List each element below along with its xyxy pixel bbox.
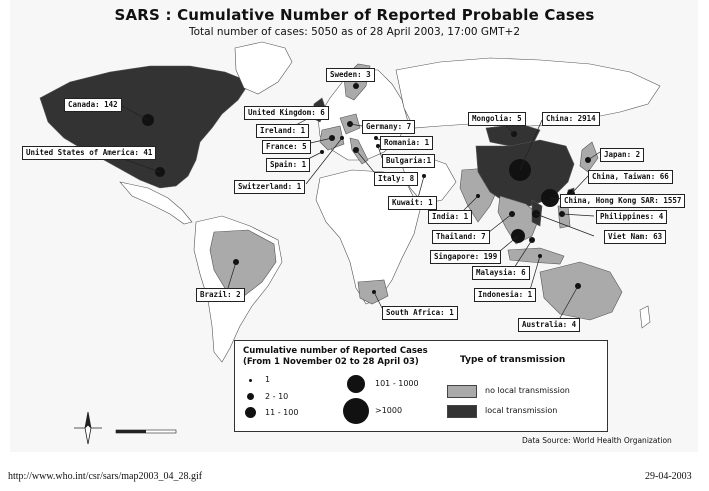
legend-dot-1	[249, 379, 252, 382]
country-label-taiwan: China, Taiwan: 66	[588, 170, 673, 184]
country-label-viet-nam: Viet Nam: 63	[604, 230, 666, 244]
legend-type-local: local transmission	[485, 406, 558, 415]
country-label-sweden: Sweden: 3	[326, 68, 375, 82]
country-label-australia: Australia: 4	[518, 318, 580, 332]
legend-dot-2	[247, 393, 254, 400]
country-label-thailand: Thailand: 7	[432, 230, 490, 244]
footer-url: http://www.who.int/csr/sars/map2003_04_28.gif	[8, 471, 203, 482]
legend-size-title-line2: (From 1 November 02 to 28 April 03)	[243, 357, 419, 367]
country-label-usa: United States of America: 41	[22, 146, 156, 160]
data-source: Data Source: World Health Organization	[522, 436, 672, 445]
central-america-landmass	[120, 182, 192, 224]
country-label-india: India: 1	[428, 210, 472, 224]
map-title: SARS : Cumulative Number of Reported Probable Cases	[114, 6, 595, 24]
country-label-ireland: Ireland: 1	[256, 124, 309, 138]
map-legend	[234, 340, 608, 432]
country-label-south-africa: South Africa: 1	[382, 306, 458, 320]
country-label-romania: Romania: 1	[380, 136, 433, 150]
country-label-brazil: Brazil: 2	[196, 288, 245, 302]
country-label-switzerland: Switzerland: 1	[234, 180, 305, 194]
country-label-china: China: 2914	[542, 112, 600, 126]
russia-landmass	[396, 58, 660, 128]
country-label-indonesia: Indonesia: 1	[474, 288, 536, 302]
legend-swatch-no-local	[447, 385, 477, 398]
scale-bar	[116, 430, 176, 433]
legend-swatch-local	[447, 405, 477, 418]
legend-size-5: >1000	[375, 406, 403, 415]
indonesia-landmass	[508, 248, 564, 264]
legend-type-title: Type of transmission	[460, 355, 566, 365]
legend-size-2: 2 - 10	[265, 392, 289, 401]
legend-dot-4	[347, 375, 365, 393]
country-label-malaysia: Malaysia: 6	[472, 266, 530, 280]
country-label-uk: United Kingdom: 6	[244, 106, 329, 120]
legend-size-4: 101 - 1000	[375, 379, 419, 388]
legend-type-no-local: no local transmission	[485, 386, 570, 395]
legend-size-title-line1: Cumulative number of Reported Cases	[243, 346, 428, 356]
compass-rose-icon	[74, 412, 102, 444]
japan-landmass	[580, 142, 598, 172]
country-label-singapore: Singapore: 199	[430, 250, 501, 264]
country-label-germany: Germany: 7	[362, 120, 415, 134]
country-label-philippines: Philippines: 4	[596, 210, 667, 224]
new-zealand-landmass	[640, 306, 650, 328]
legend-dot-5	[343, 398, 369, 424]
country-label-mongolia: Mongolia: 5	[468, 112, 526, 126]
country-label-canada: Canada: 142	[64, 98, 122, 112]
country-label-japan: Japan: 2	[600, 148, 644, 162]
legend-size-1: 1	[265, 375, 271, 384]
north-america-landmass	[40, 66, 250, 188]
country-label-spain: Spain: 1	[266, 158, 310, 172]
australia-landmass	[540, 262, 622, 320]
legend-dot-3	[245, 407, 256, 418]
country-label-france: France: 5	[262, 140, 311, 154]
country-label-hong-kong: China, Hong Kong SAR: 1557	[560, 194, 685, 208]
country-label-bulgaria: Bulgaria:1	[382, 154, 435, 168]
legend-size-title	[243, 346, 443, 368]
map-subtitle: Total number of cases: 5050 as of 28 April 2003, 17:00 GMT+2	[189, 26, 520, 38]
country-label-italy: Italy: 8	[374, 172, 418, 186]
legend-size-3: 11 - 100	[265, 408, 299, 417]
footer-date: 29-04-2003	[645, 471, 692, 482]
greenland-landmass	[235, 42, 292, 94]
country-label-kuwait: Kuwait: 1	[388, 196, 437, 210]
